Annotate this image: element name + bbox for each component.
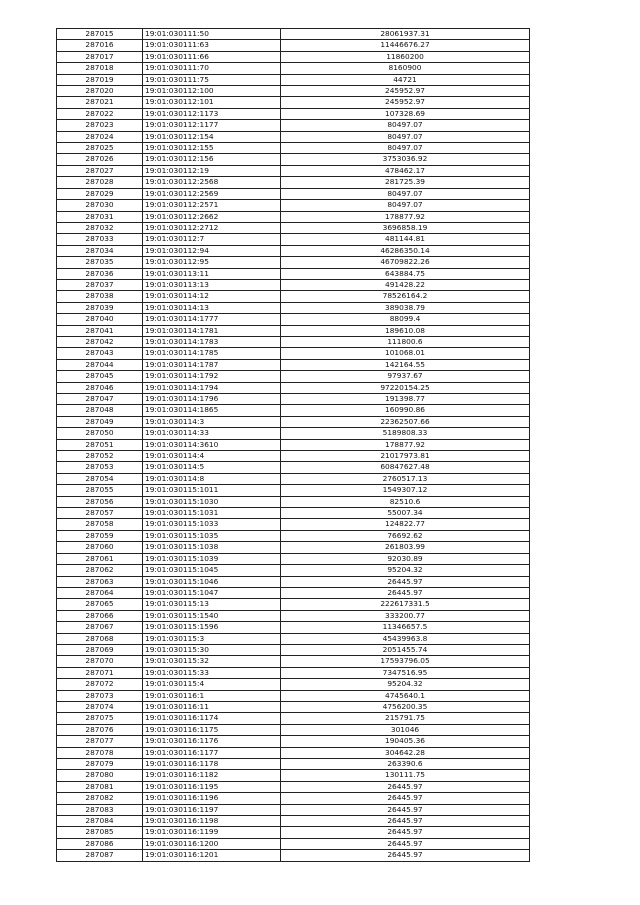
amount-cell: 3753036.92 (281, 154, 530, 165)
table-row (57, 576, 530, 587)
table-row (57, 816, 530, 827)
amount-cell: 97220154.25 (281, 382, 530, 393)
cadastral-number-cell: 19:01:030113:11 (143, 268, 281, 279)
table-row (57, 97, 530, 108)
cadastral-number-cell: 19:01:030112:94 (143, 245, 281, 256)
amount-cell: 78526164.2 (281, 291, 530, 302)
row-id-cell: 287031 (57, 211, 143, 222)
row-id-cell: 287044 (57, 359, 143, 370)
cadastral-number-cell: 19:01:030115:1540 (143, 610, 281, 621)
amount-cell: 17593796.05 (281, 656, 530, 667)
amount-cell: 191398.77 (281, 394, 530, 405)
row-id-cell: 287036 (57, 268, 143, 279)
table-row (57, 336, 530, 347)
row-id-cell: 287020 (57, 86, 143, 97)
cadastral-number-cell: 19:01:030116:1197 (143, 804, 281, 815)
amount-cell: 26445.97 (281, 576, 530, 587)
amount-cell: 389038.79 (281, 302, 530, 313)
table-row (57, 644, 530, 655)
table-row (57, 553, 530, 564)
amount-cell: 215791.75 (281, 713, 530, 724)
table-row (57, 485, 530, 496)
amount-cell: 46709822.26 (281, 257, 530, 268)
table-row (57, 211, 530, 222)
row-id-cell: 287015 (57, 29, 143, 40)
cadastral-number-cell: 19:01:030115:1038 (143, 542, 281, 553)
cadastral-number-cell: 19:01:030115:3 (143, 633, 281, 644)
cadastral-number-cell: 19:01:030113:13 (143, 279, 281, 290)
table-row (57, 542, 530, 553)
cadastral-number-cell: 19:01:030112:2568 (143, 177, 281, 188)
amount-cell: 11346657.5 (281, 622, 530, 633)
row-id-cell: 287030 (57, 200, 143, 211)
table-row (57, 690, 530, 701)
table-row (57, 40, 530, 51)
cadastral-number-cell: 19:01:030115:30 (143, 644, 281, 655)
row-id-cell: 287078 (57, 747, 143, 758)
amount-cell: 643884.75 (281, 268, 530, 279)
cadastral-number-cell: 19:01:030116:1174 (143, 713, 281, 724)
row-id-cell: 287040 (57, 314, 143, 325)
amount-cell: 11860200 (281, 51, 530, 62)
amount-cell: 11446676.27 (281, 40, 530, 51)
row-id-cell: 287075 (57, 713, 143, 724)
table-row (57, 724, 530, 735)
table-row (57, 496, 530, 507)
cadastral-number-cell: 19:01:030114:4 (143, 451, 281, 462)
cadastral-number-cell: 19:01:030116:1177 (143, 747, 281, 758)
table-row (57, 747, 530, 758)
row-id-cell: 287046 (57, 382, 143, 393)
amount-cell: 2051455.74 (281, 644, 530, 655)
amount-cell: 245952.97 (281, 97, 530, 108)
cadastral-number-cell: 19:01:030114:33 (143, 428, 281, 439)
row-id-cell: 287051 (57, 439, 143, 450)
cadastral-number-cell: 19:01:030115:1596 (143, 622, 281, 633)
row-id-cell: 287027 (57, 165, 143, 176)
cadastral-number-cell: 19:01:030114:1865 (143, 405, 281, 416)
table-row (57, 804, 530, 815)
row-id-cell: 287082 (57, 793, 143, 804)
table-row (57, 200, 530, 211)
amount-cell: 3696858.19 (281, 222, 530, 233)
row-id-cell: 287018 (57, 63, 143, 74)
amount-cell: 76692.62 (281, 530, 530, 541)
table-row (57, 530, 530, 541)
amount-cell: 92030.89 (281, 553, 530, 564)
amount-cell: 5189808.33 (281, 428, 530, 439)
amount-cell: 55007.34 (281, 508, 530, 519)
amount-cell: 8160900 (281, 63, 530, 74)
table-row (57, 565, 530, 576)
cadastral-number-cell: 19:01:030112:2712 (143, 222, 281, 233)
table-row (57, 143, 530, 154)
cadastral-number-cell: 19:01:030116:1200 (143, 838, 281, 849)
table-row (57, 439, 530, 450)
cadastral-number-cell: 19:01:030116:1178 (143, 759, 281, 770)
table-row (57, 394, 530, 405)
row-id-cell: 287065 (57, 599, 143, 610)
row-id-cell: 287087 (57, 850, 143, 861)
row-id-cell: 287045 (57, 371, 143, 382)
table-row (57, 701, 530, 712)
cadastral-number-cell: 19:01:030115:13 (143, 599, 281, 610)
table-body (57, 29, 530, 862)
row-id-cell: 287072 (57, 679, 143, 690)
cadastral-number-cell: 19:01:030112:1173 (143, 108, 281, 119)
amount-cell: 263390.6 (281, 759, 530, 770)
row-id-cell: 287034 (57, 245, 143, 256)
table-row (57, 838, 530, 849)
cadastral-number-cell: 19:01:030114:1781 (143, 325, 281, 336)
amount-cell: 46286350.14 (281, 245, 530, 256)
row-id-cell: 287062 (57, 565, 143, 576)
amount-cell: 26445.97 (281, 816, 530, 827)
table-row (57, 473, 530, 484)
table-row (57, 51, 530, 62)
amount-cell: 107328.69 (281, 108, 530, 119)
row-id-cell: 287028 (57, 177, 143, 188)
cadastral-number-cell: 19:01:030111:63 (143, 40, 281, 51)
table-row (57, 154, 530, 165)
row-id-cell: 287050 (57, 428, 143, 439)
cadastral-number-cell: 19:01:030112:1177 (143, 120, 281, 131)
cadastral-number-cell: 19:01:030116:1175 (143, 724, 281, 735)
amount-cell: 178877.92 (281, 211, 530, 222)
table-row (57, 63, 530, 74)
table-row (57, 770, 530, 781)
row-id-cell: 287035 (57, 257, 143, 268)
row-id-cell: 287080 (57, 770, 143, 781)
cadastral-number-cell: 19:01:030116:1 (143, 690, 281, 701)
table-row (57, 759, 530, 770)
amount-cell: 28061937.31 (281, 29, 530, 40)
row-id-cell: 287053 (57, 462, 143, 473)
cadastral-number-cell: 19:01:030111:75 (143, 74, 281, 85)
row-id-cell: 287019 (57, 74, 143, 85)
amount-cell: 21017973.81 (281, 451, 530, 462)
row-id-cell: 287024 (57, 131, 143, 142)
table-row (57, 188, 530, 199)
amount-cell: 95204.32 (281, 565, 530, 576)
cadastral-number-cell: 19:01:030114:3 (143, 416, 281, 427)
row-id-cell: 287043 (57, 348, 143, 359)
row-id-cell: 287025 (57, 143, 143, 154)
cadastral-number-cell: 19:01:030115:1011 (143, 485, 281, 496)
row-id-cell: 287048 (57, 405, 143, 416)
cadastral-number-cell: 19:01:030114:1783 (143, 336, 281, 347)
amount-cell: 142164.55 (281, 359, 530, 370)
cadastral-number-cell: 19:01:030115:1046 (143, 576, 281, 587)
cadastral-number-cell: 19:01:030115:1039 (143, 553, 281, 564)
cadastral-number-cell: 19:01:030111:50 (143, 29, 281, 40)
cadastral-number-cell: 19:01:030116:1196 (143, 793, 281, 804)
cadastral-number-cell: 19:01:030114:1785 (143, 348, 281, 359)
amount-cell: 80497.07 (281, 188, 530, 199)
row-id-cell: 287084 (57, 816, 143, 827)
amount-cell: 26445.97 (281, 781, 530, 792)
cadastral-number-cell: 19:01:030116:1176 (143, 736, 281, 747)
amount-cell: 44721 (281, 74, 530, 85)
cadastral-number-cell: 19:01:030114:1796 (143, 394, 281, 405)
cadastral-number-cell: 19:01:030115:1045 (143, 565, 281, 576)
row-id-cell: 287060 (57, 542, 143, 553)
row-id-cell: 287085 (57, 827, 143, 838)
table-row (57, 29, 530, 40)
cadastral-number-cell: 19:01:030114:13 (143, 302, 281, 313)
table-row (57, 610, 530, 621)
amount-cell: 80497.07 (281, 200, 530, 211)
table-row (57, 268, 530, 279)
row-id-cell: 287041 (57, 325, 143, 336)
table-row (57, 177, 530, 188)
amount-cell: 4745640.1 (281, 690, 530, 701)
cadastral-number-cell: 19:01:030112:2571 (143, 200, 281, 211)
cadastral-number-cell: 19:01:030112:155 (143, 143, 281, 154)
table-row (57, 679, 530, 690)
amount-cell: 26445.97 (281, 827, 530, 838)
amount-cell: 95204.32 (281, 679, 530, 690)
row-id-cell: 287064 (57, 587, 143, 598)
row-id-cell: 287057 (57, 508, 143, 519)
table-row (57, 279, 530, 290)
cadastral-number-cell: 19:01:030115:1035 (143, 530, 281, 541)
table-row (57, 222, 530, 233)
amount-cell: 178877.92 (281, 439, 530, 450)
row-id-cell: 287022 (57, 108, 143, 119)
table-row (57, 382, 530, 393)
cadastral-number-cell: 19:01:030114:5 (143, 462, 281, 473)
amount-cell: 60847627.48 (281, 462, 530, 473)
row-id-cell: 287026 (57, 154, 143, 165)
row-id-cell: 287016 (57, 40, 143, 51)
row-id-cell: 287042 (57, 336, 143, 347)
table-row (57, 348, 530, 359)
cadastral-number-cell: 19:01:030116:1201 (143, 850, 281, 861)
cadastral-number-cell: 19:01:030112:7 (143, 234, 281, 245)
amount-cell: 124822.77 (281, 519, 530, 530)
table-row (57, 599, 530, 610)
cadastral-number-cell: 19:01:030116:1199 (143, 827, 281, 838)
cadastral-number-cell: 19:01:030112:2662 (143, 211, 281, 222)
row-id-cell: 287055 (57, 485, 143, 496)
cadastral-number-cell: 19:01:030114:1787 (143, 359, 281, 370)
table-row (57, 165, 530, 176)
amount-cell: 301046 (281, 724, 530, 735)
cadastral-number-cell: 19:01:030111:66 (143, 51, 281, 62)
table-row (57, 257, 530, 268)
cadastral-number-cell: 19:01:030114:8 (143, 473, 281, 484)
table-row (57, 736, 530, 747)
table-row (57, 428, 530, 439)
amount-cell: 26445.97 (281, 850, 530, 861)
cadastral-number-cell: 19:01:030114:1792 (143, 371, 281, 382)
row-id-cell: 287068 (57, 633, 143, 644)
table-row (57, 587, 530, 598)
table-row (57, 462, 530, 473)
amount-cell: 26445.97 (281, 587, 530, 598)
cadastral-number-cell: 19:01:030116:11 (143, 701, 281, 712)
amount-cell: 26445.97 (281, 838, 530, 849)
amount-cell: 88099.4 (281, 314, 530, 325)
row-id-cell: 287069 (57, 644, 143, 655)
amount-cell: 190405.36 (281, 736, 530, 747)
row-id-cell: 287054 (57, 473, 143, 484)
row-id-cell: 287086 (57, 838, 143, 849)
row-id-cell: 287079 (57, 759, 143, 770)
table-row (57, 622, 530, 633)
table-row (57, 713, 530, 724)
table-row (57, 451, 530, 462)
table-row (57, 371, 530, 382)
amount-cell: 478462.17 (281, 165, 530, 176)
amount-cell: 111800.6 (281, 336, 530, 347)
table-row (57, 325, 530, 336)
row-id-cell: 287067 (57, 622, 143, 633)
amount-cell: 222617331.5 (281, 599, 530, 610)
table-row (57, 108, 530, 119)
cadastral-number-cell: 19:01:030112:95 (143, 257, 281, 268)
cadastral-number-cell: 19:01:030112:154 (143, 131, 281, 142)
cadastral-number-cell: 19:01:030115:1033 (143, 519, 281, 530)
table-row (57, 667, 530, 678)
row-id-cell: 287059 (57, 530, 143, 541)
amount-cell: 245952.97 (281, 86, 530, 97)
amount-cell: 261803.99 (281, 542, 530, 553)
row-id-cell: 287049 (57, 416, 143, 427)
amount-cell: 189610.08 (281, 325, 530, 336)
cadastral-number-cell: 19:01:030115:1031 (143, 508, 281, 519)
cadastral-number-cell: 19:01:030112:156 (143, 154, 281, 165)
table-row (57, 793, 530, 804)
cadastral-number-cell: 19:01:030112:2569 (143, 188, 281, 199)
cadastral-number-cell: 19:01:030114:1794 (143, 382, 281, 393)
row-id-cell: 287021 (57, 97, 143, 108)
cadastral-number-cell: 19:01:030112:100 (143, 86, 281, 97)
cadastral-number-cell: 19:01:030116:1198 (143, 816, 281, 827)
row-id-cell: 287032 (57, 222, 143, 233)
cadastral-number-cell: 19:01:030116:1182 (143, 770, 281, 781)
amount-cell: 80497.07 (281, 143, 530, 154)
cadastral-number-cell: 19:01:030112:101 (143, 97, 281, 108)
cadastral-number-cell: 19:01:030115:32 (143, 656, 281, 667)
amount-cell: 45439963.8 (281, 633, 530, 644)
table-row (57, 656, 530, 667)
cadastral-number-cell: 19:01:030114:3610 (143, 439, 281, 450)
row-id-cell: 287037 (57, 279, 143, 290)
table-row (57, 405, 530, 416)
amount-cell: 26445.97 (281, 804, 530, 815)
row-id-cell: 287039 (57, 302, 143, 313)
row-id-cell: 287056 (57, 496, 143, 507)
amount-cell: 80497.07 (281, 120, 530, 131)
row-id-cell: 287083 (57, 804, 143, 815)
cadastral-number-cell: 19:01:030114:1777 (143, 314, 281, 325)
table-row (57, 245, 530, 256)
amount-cell: 80497.07 (281, 131, 530, 142)
row-id-cell: 287033 (57, 234, 143, 245)
table-row (57, 508, 530, 519)
row-id-cell: 287023 (57, 120, 143, 131)
table-row (57, 827, 530, 838)
amount-cell: 2760517.13 (281, 473, 530, 484)
row-id-cell: 287063 (57, 576, 143, 587)
table-row (57, 519, 530, 530)
row-id-cell: 287058 (57, 519, 143, 530)
data-table (56, 28, 530, 862)
table-row (57, 633, 530, 644)
cadastral-number-cell: 19:01:030115:1030 (143, 496, 281, 507)
amount-cell: 4756200.35 (281, 701, 530, 712)
table-row (57, 302, 530, 313)
amount-cell: 130111.75 (281, 770, 530, 781)
table-row (57, 416, 530, 427)
amount-cell: 22362507.66 (281, 416, 530, 427)
cadastral-number-cell: 19:01:030112:19 (143, 165, 281, 176)
table-row (57, 291, 530, 302)
amount-cell: 82510.6 (281, 496, 530, 507)
row-id-cell: 287017 (57, 51, 143, 62)
cadastral-number-cell: 19:01:030115:1047 (143, 587, 281, 598)
table-row (57, 314, 530, 325)
amount-cell: 97937.67 (281, 371, 530, 382)
table-row (57, 359, 530, 370)
cadastral-number-cell: 19:01:030111:70 (143, 63, 281, 74)
table-row (57, 74, 530, 85)
amount-cell: 281725.39 (281, 177, 530, 188)
row-id-cell: 287052 (57, 451, 143, 462)
row-id-cell: 287076 (57, 724, 143, 735)
cadastral-number-cell: 19:01:030115:33 (143, 667, 281, 678)
row-id-cell: 287073 (57, 690, 143, 701)
row-id-cell: 287077 (57, 736, 143, 747)
amount-cell: 26445.97 (281, 793, 530, 804)
amount-cell: 1549307.12 (281, 485, 530, 496)
amount-cell: 491428.22 (281, 279, 530, 290)
row-id-cell: 287070 (57, 656, 143, 667)
amount-cell: 481144.81 (281, 234, 530, 245)
table-row (57, 86, 530, 97)
row-id-cell: 287081 (57, 781, 143, 792)
row-id-cell: 287047 (57, 394, 143, 405)
table-row (57, 781, 530, 792)
cadastral-number-cell: 19:01:030116:1195 (143, 781, 281, 792)
row-id-cell: 287071 (57, 667, 143, 678)
cadastral-number-cell: 19:01:030115:4 (143, 679, 281, 690)
table-row (57, 131, 530, 142)
amount-cell: 304642.28 (281, 747, 530, 758)
amount-cell: 7347516.95 (281, 667, 530, 678)
table-row (57, 234, 530, 245)
table-row (57, 850, 530, 861)
table-row (57, 120, 530, 131)
row-id-cell: 287038 (57, 291, 143, 302)
amount-cell: 333200.77 (281, 610, 530, 621)
amount-cell: 101068.01 (281, 348, 530, 359)
row-id-cell: 287029 (57, 188, 143, 199)
row-id-cell: 287061 (57, 553, 143, 564)
row-id-cell: 287066 (57, 610, 143, 621)
cadastral-number-cell: 19:01:030114:12 (143, 291, 281, 302)
amount-cell: 160990.86 (281, 405, 530, 416)
row-id-cell: 287074 (57, 701, 143, 712)
